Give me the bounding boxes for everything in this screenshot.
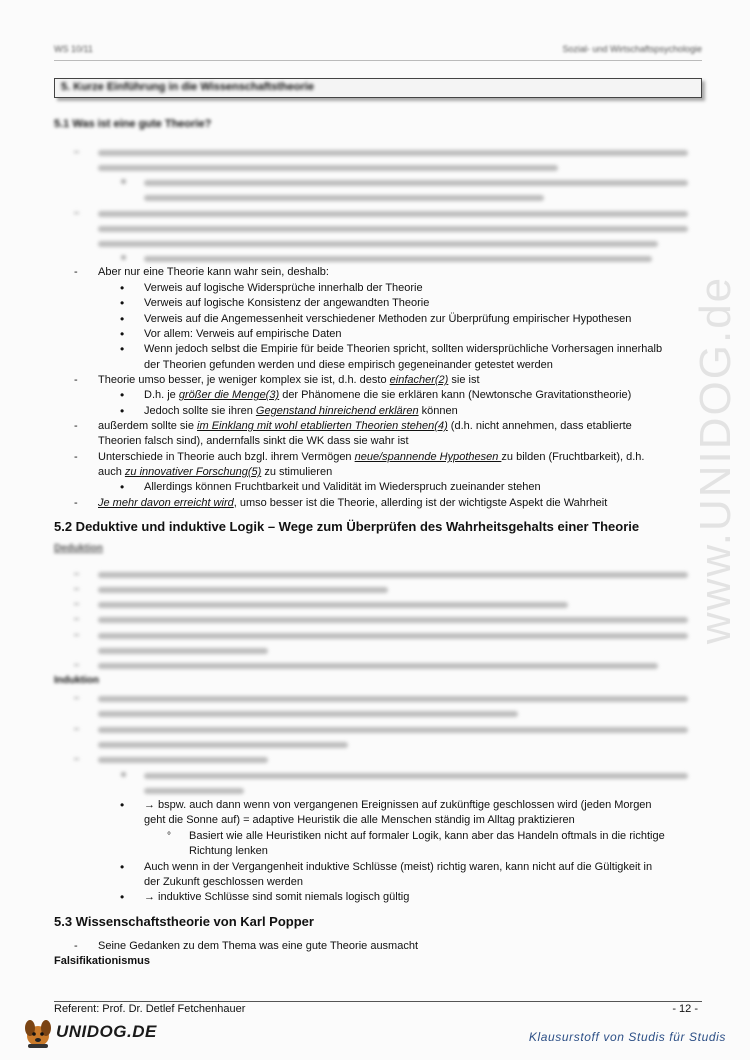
heading-5-2: 5.2 Deduktive und induktive Logik – Wege zum Überprüfen des Wahrheitsgehalts einer Theorie xyxy=(54,519,640,534)
blurred-line xyxy=(144,788,244,794)
subheading-induktion: Induktion xyxy=(54,675,99,686)
header-course: Sozial- und Wirtschaftspsychologie xyxy=(562,44,702,54)
blurred-line xyxy=(98,150,688,156)
blurred-line xyxy=(98,587,388,593)
blurred-line xyxy=(98,663,658,669)
list-item: - Seine Gedanken zu dem Thema was eine gute Theorie ausmacht xyxy=(74,939,418,955)
blurred-line xyxy=(98,165,558,171)
blurred-line xyxy=(144,195,544,201)
slogan: Klausurstoff von Studis für Studis xyxy=(528,1030,726,1044)
blurred-line xyxy=(98,211,688,217)
list-item-continuation: der Zukunft geschlossen werden xyxy=(144,876,303,888)
list-item: • Allerdings können Fruchtbarkeit und Validität im Wiederspruch zueinander stehen xyxy=(120,480,541,496)
list-item-continuation: Theorien falsch sind), andernfalls sinkt die WK dass sie wahr ist xyxy=(98,435,409,447)
blurred-line xyxy=(144,773,688,779)
watermark-text: www.UNIDOG.de xyxy=(691,275,740,645)
list-item: - Theorie umso besser, je weniger komplex sie ist, d.h. desto einfacher(2) sie ist xyxy=(74,373,480,389)
list-item: - Unterschiede in Theorie auch bzgl. ihrem Vermögen neue/spannende Hypothesen zu bilden (Fruchtbarkeit), d.h. xyxy=(74,450,644,466)
logo-text: UNIDOG.DE xyxy=(56,1022,157,1041)
heading-5-1: 5.1 Was ist eine gute Theorie? xyxy=(54,118,212,130)
blurred-line xyxy=(98,241,658,247)
header-semester: WS 10/11 xyxy=(54,44,93,54)
blurred-line xyxy=(98,727,688,733)
blurred-line xyxy=(98,617,688,623)
list-item-continuation: auch zu innovativer Forschung(5) zu stimulieren xyxy=(98,466,333,478)
list-item: • D.h. je größer die Menge(3) der Phänomene die sie erklären kann (Newtonsche Gravitationstheorie) xyxy=(120,388,631,404)
blurred-line xyxy=(98,226,688,232)
list-item: • Jedoch sollte sie ihren Gegenstand hinreichend erklären können xyxy=(120,404,458,420)
list-item: • Vor allem: Verweis auf empirische Daten xyxy=(120,327,341,343)
page-number: - 12 - xyxy=(672,1003,698,1015)
blurred-line xyxy=(144,180,688,186)
list-item: - Aber nur eine Theorie kann wahr sein, deshalb: xyxy=(74,265,329,281)
list-item-continuation: Richtung lenken xyxy=(189,845,268,857)
blurred-line xyxy=(98,572,688,578)
list-item: • Verweis auf die Angemessenheit verschiedener Methoden zur Überprüfung empirischer Hypothesen xyxy=(120,312,631,328)
heading-5-3: 5.3 Wissenschaftstheorie von Karl Popper xyxy=(54,914,314,929)
subheading-deduktion: Deduktion xyxy=(54,543,103,554)
list-item: • Wenn jedoch selbst die Empirie für beide Theorien spricht, sollten widersprüchliche Vorhersagen innerhalb xyxy=(120,342,662,358)
list-item: • → induktive Schlüsse sind somit niemals logisch gültig xyxy=(120,890,409,906)
blurred-line xyxy=(98,696,688,702)
list-item: • → bspw. auch dann wenn von vergangenen Ereignissen auf zukünftige geschlossen wird (jeden Morgen xyxy=(120,798,652,814)
watermark xyxy=(691,160,740,760)
list-item: • Verweis auf logische Konsistenz der angewandten Theorie xyxy=(120,296,429,312)
blurred-line xyxy=(98,633,688,639)
dog-icon xyxy=(20,1014,56,1050)
footer-referent: Referent: Prof. Dr. Detlef Fetchenhauer xyxy=(54,1003,246,1015)
list-item: - außerdem sollte sie im Einklang mit wohl etablierten Theorien stehen(4) (d.h. nicht annehmen, dass etablierte xyxy=(74,419,632,435)
list-item: • Verweis auf logische Widersprüche innerhalb der Theorie xyxy=(120,281,423,297)
section-title-box xyxy=(54,78,702,98)
list-item: • Auch wenn in der Vergangenheit induktive Schlüsse (meist) richtig waren, kann nicht auf die Gültigkeit in xyxy=(120,860,652,876)
blurred-line xyxy=(98,711,518,717)
footer-divider xyxy=(54,1001,702,1002)
section-title: 5. Kurze Einführung in die Wissenschaftstheorie xyxy=(61,81,314,93)
list-item-continuation: der Theorien gefunden werden und diese empirisch gegeneinander getestet werden xyxy=(144,359,553,371)
list-item: - Je mehr davon erreicht wird, umso besser ist die Theorie, allerding ist der wichtigste Aspekt die Wahrheit xyxy=(74,496,607,512)
page-header xyxy=(54,44,702,58)
blurred-line xyxy=(144,256,652,262)
header-divider xyxy=(54,60,702,61)
unidog-logo xyxy=(20,1014,160,1050)
list-item: ° Basiert wie alle Heuristiken nicht auf formaler Logik, kann aber das Handeln oftmals in die richtige xyxy=(167,829,665,845)
subheading-falsifikationismus: Falsifikationismus xyxy=(54,955,150,967)
blurred-line xyxy=(98,602,568,608)
list-item-continuation: geht die Sonne auf) = adaptive Heuristik die alle Menschen ständig im Alltag praktizieren xyxy=(144,814,575,826)
blurred-line xyxy=(98,648,268,654)
blurred-line xyxy=(98,757,268,763)
blurred-line xyxy=(98,742,348,748)
